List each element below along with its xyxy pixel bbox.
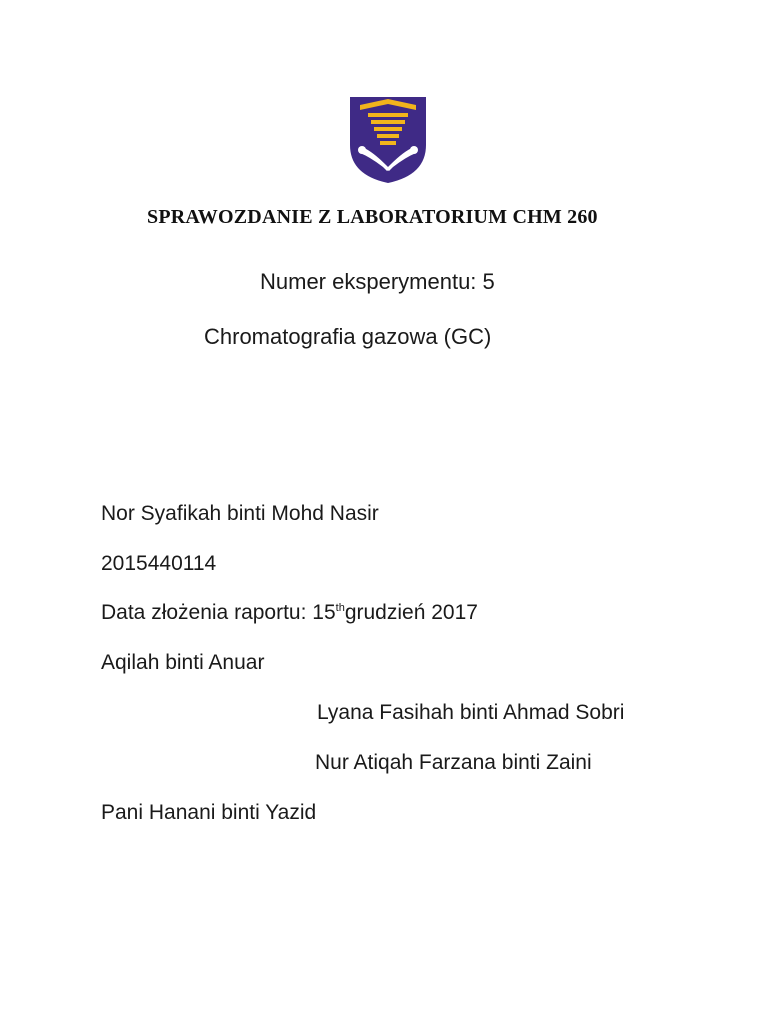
submission-date-month-year: grudzień 2017 bbox=[344, 601, 478, 624]
submission-date bbox=[101, 601, 478, 625]
submission-date-label: Data złożenia raportu: 15 bbox=[101, 601, 336, 624]
author-name: Lyana Fasihah binti Ahmad Sobri bbox=[317, 701, 625, 724]
date-ordinal-suffix: th bbox=[335, 602, 345, 614]
author-name: Aqilah binti Anuar bbox=[101, 651, 265, 674]
report-title: SPRAWOZDANIE Z LABORATORIUM CHM 260 bbox=[147, 206, 598, 228]
experiment-name: Chromatografia gazowa (GC) bbox=[204, 324, 492, 349]
author-name: Pani Hanani binti Yazid bbox=[101, 801, 317, 824]
experiment-number: Numer eksperymentu: 5 bbox=[260, 269, 495, 294]
university-crest-icon bbox=[348, 95, 428, 185]
author-name: Nor Syafikah binti Mohd Nasir bbox=[101, 502, 379, 525]
author-name: Nur Atiqah Farzana binti Zaini bbox=[315, 751, 592, 774]
student-id: 2015440114 bbox=[101, 552, 217, 575]
